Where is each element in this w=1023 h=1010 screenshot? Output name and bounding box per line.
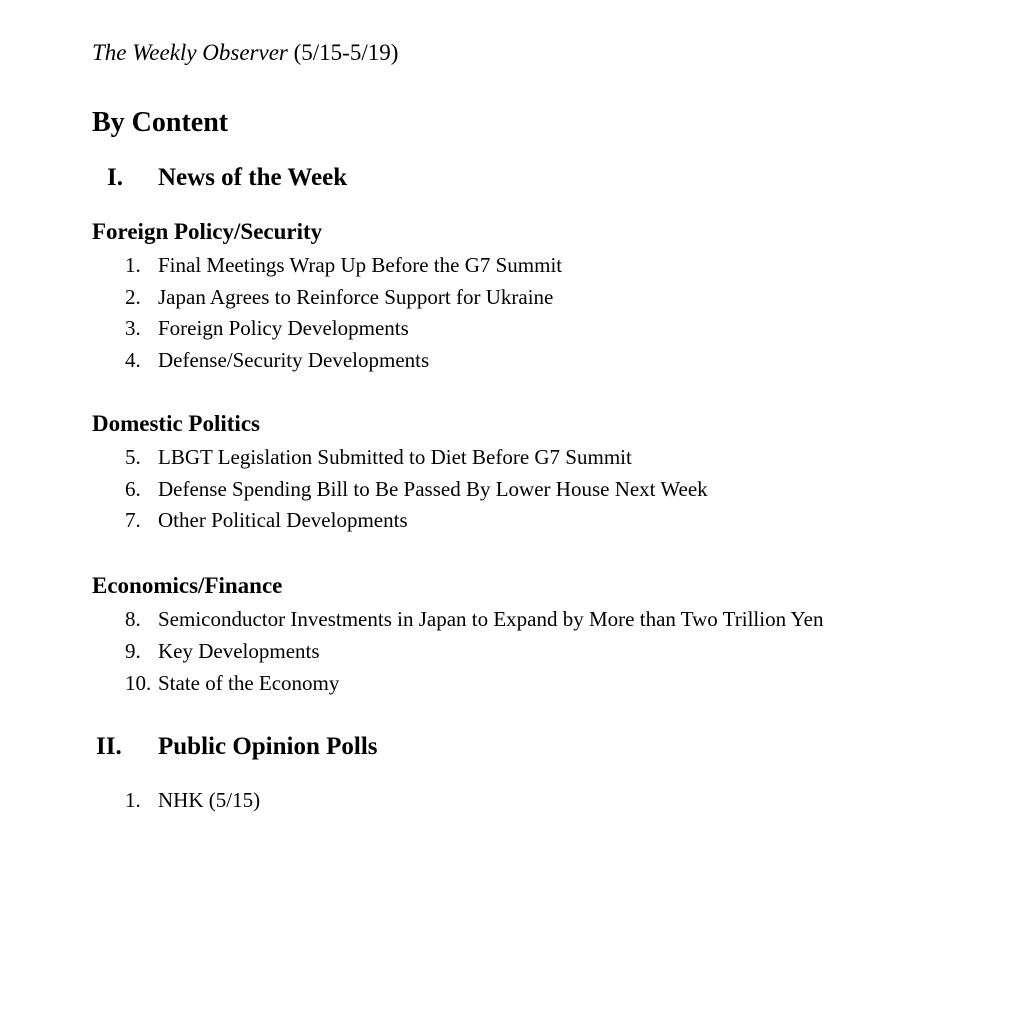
list-item: Defense/Security Developments xyxy=(158,348,430,372)
category-heading: Foreign Policy/Security xyxy=(92,219,323,244)
publication-name: The Weekly Observer xyxy=(92,40,288,65)
list-item-number: 1. xyxy=(125,788,141,812)
list-item: Japan Agrees to Reinforce Support for Ukraine xyxy=(158,285,554,309)
list-item-number: 6. xyxy=(125,477,141,501)
list-item-number: 1. xyxy=(125,253,141,277)
list-item-number: 2. xyxy=(125,285,141,309)
category-heading: Domestic Politics xyxy=(92,411,260,436)
list-item: Other Political Developments xyxy=(158,508,408,532)
document-title xyxy=(92,40,398,66)
list-item-number: 7. xyxy=(125,508,141,532)
list-item: Key Developments xyxy=(158,639,320,663)
list-item-number: 4. xyxy=(125,348,141,372)
section-title: Public Opinion Polls xyxy=(158,733,378,760)
list-item-number: 10. xyxy=(125,671,152,695)
section-numeral: I. xyxy=(107,164,123,191)
list-item-number: 3. xyxy=(125,316,141,340)
list-item: Final Meetings Wrap Up Before the G7 Summit xyxy=(158,253,563,277)
by-content-heading: By Content xyxy=(92,107,229,138)
section-title: News of the Week xyxy=(158,164,348,191)
list-item: Defense Spending Bill to Be Passed By Lower House Next Week xyxy=(158,477,708,501)
list-item: Semiconductor Investments in Japan to Expand by More than Two Trillion Yen xyxy=(158,607,824,631)
list-item: LBGT Legislation Submitted to Diet Before G7 Summit xyxy=(158,445,632,469)
date-range: (5/15-5/19) xyxy=(293,40,399,65)
category-heading: Economics/Finance xyxy=(92,573,283,598)
section-numeral: II. xyxy=(96,733,122,760)
list-item-number: 9. xyxy=(125,639,141,663)
list-item-number: 8. xyxy=(125,607,141,631)
list-item-number: 5. xyxy=(125,445,141,469)
list-item: State of the Economy xyxy=(158,671,340,695)
list-item: NHK (5/15) xyxy=(158,788,261,812)
list-item: Foreign Policy Developments xyxy=(158,316,409,340)
